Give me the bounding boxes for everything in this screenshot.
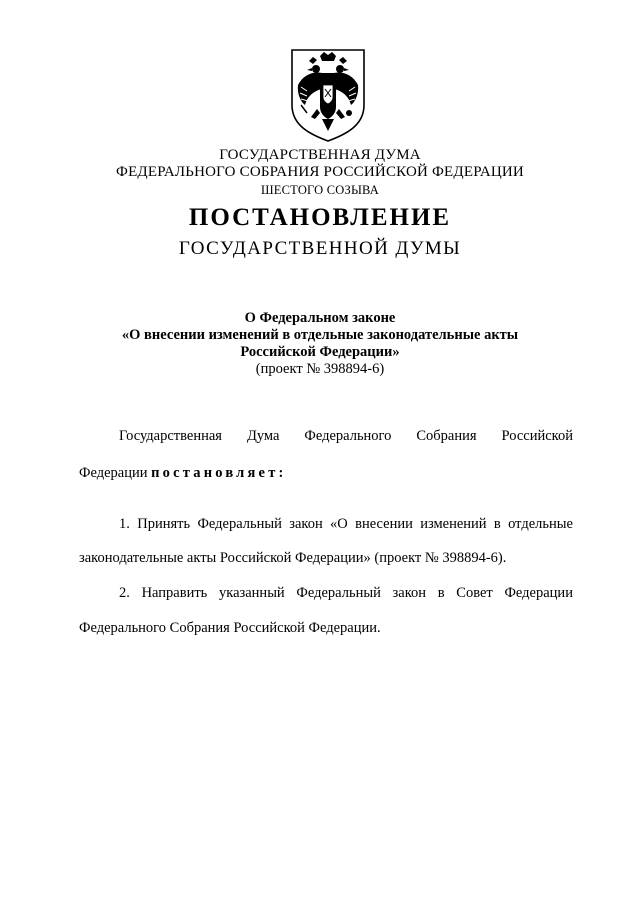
item-1-word: отдельные (508, 516, 573, 532)
resolution-title-line-1: О Федеральном законе (244, 310, 396, 326)
item-1-word: закон (289, 516, 323, 532)
item-2-word: закон (392, 585, 427, 601)
preamble-line-2 (79, 464, 573, 482)
item-2-line-2: Федерального Собрания Российской Федерации. (79, 620, 381, 636)
item-1-line-1 (79, 515, 573, 533)
convocation-label: ШЕСТОГО СОЗЫВА (260, 183, 380, 197)
item-2-line-1 (79, 584, 573, 602)
preamble-word: Собрания (416, 428, 477, 444)
item-1-word: Федеральный (197, 516, 282, 532)
item-1-word: в (493, 516, 501, 532)
project-number: (проект № 398894-6) (255, 361, 385, 377)
item-2-word: Совет (456, 585, 493, 601)
preamble-word: Дума (246, 428, 280, 444)
resolution-verb: постановляет: (151, 465, 287, 481)
coat-of-arms-icon (289, 47, 367, 143)
document-issuer: ГОСУДАРСТВЕННОЙ ДУМЫ (178, 238, 462, 259)
resolution-title-line-2: «О внесении изменений в отдельные законодательные акты (121, 327, 519, 343)
item-2-word: Федеральный (296, 585, 381, 601)
preamble-word: Российской (501, 428, 573, 444)
item-1-word: внесении (355, 516, 413, 532)
preamble-continuation: Федерации (79, 465, 148, 481)
resolution-title-line-3: Российской Федерации» (240, 344, 400, 360)
item-1-line-2: законодательные акты Российской Федерации» (проект № 398894-6). (79, 550, 507, 566)
item-1-word: изменений (420, 516, 487, 532)
preamble-word: Государственная (119, 428, 222, 444)
item-1-word: «О (330, 516, 348, 532)
item-2-word: Направить (141, 585, 208, 601)
organization-name: ГОСУДАРСТВЕННАЯ ДУМА (219, 147, 421, 163)
preamble-line-1 (79, 427, 573, 445)
organization-subtitle: ФЕДЕРАЛЬНОГО СОБРАНИЯ РОССИЙСКОЙ ФЕДЕРАЦИИ (116, 164, 524, 180)
item-2-word: в (437, 585, 445, 601)
item-1-word: Принять (137, 516, 191, 532)
preamble-word: Федерального (304, 428, 392, 444)
item-1-word: 1. (119, 516, 130, 532)
item-2-word: указанный (219, 585, 285, 601)
item-2-word: 2. (119, 585, 130, 601)
item-2-word: Федерации (504, 585, 573, 601)
document-type: ПОСТАНОВЛЕНИЕ (188, 204, 452, 231)
